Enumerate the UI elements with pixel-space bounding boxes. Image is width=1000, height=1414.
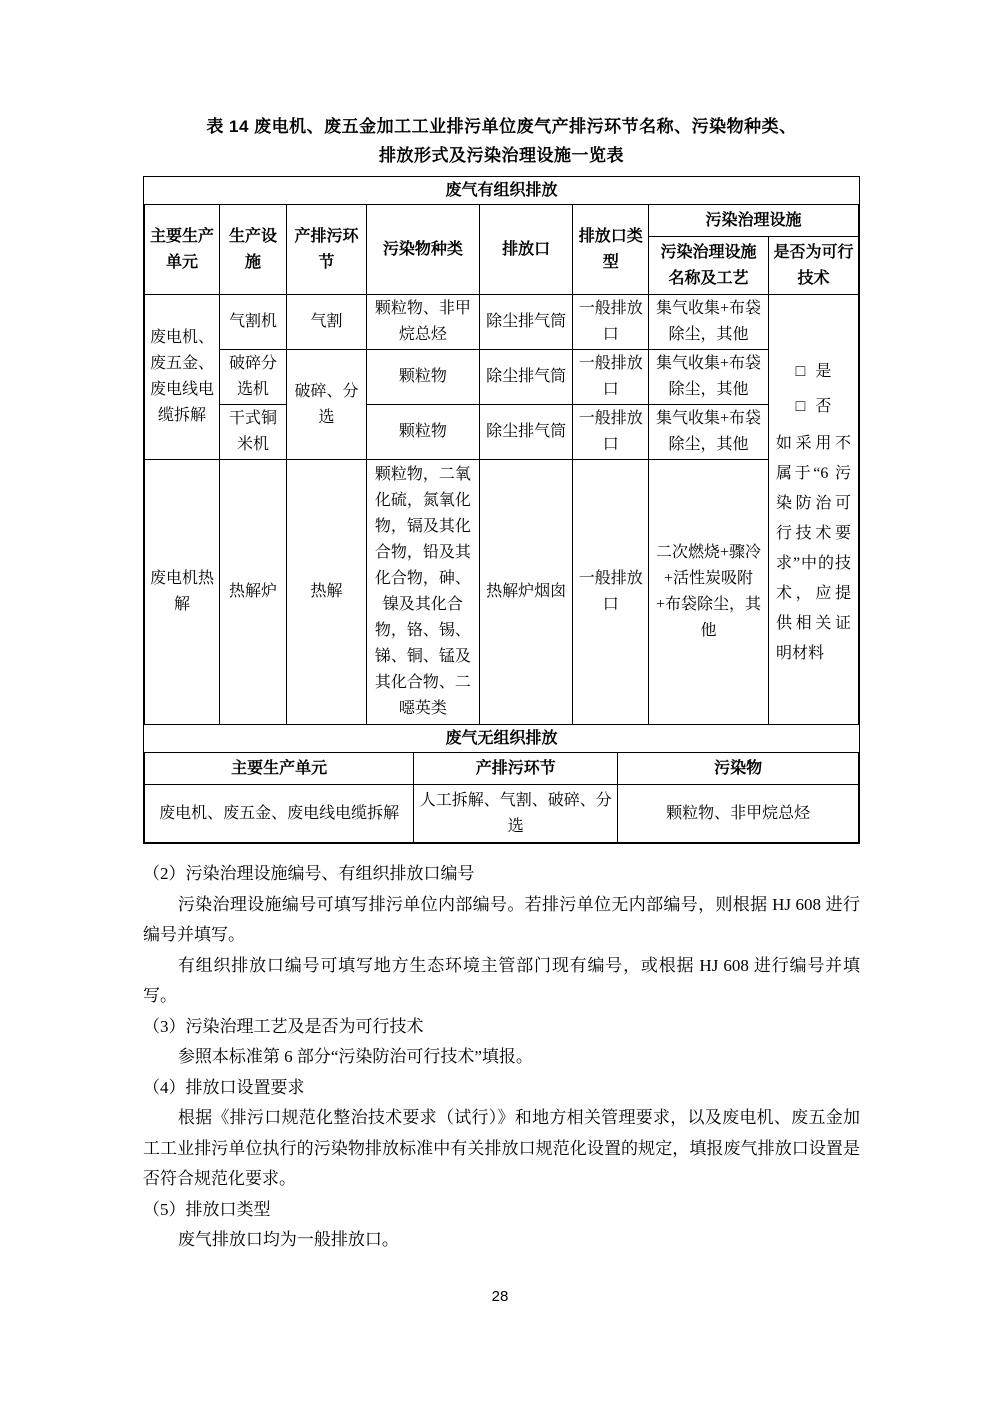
page-number: 28: [491, 1288, 509, 1305]
cell-outlet-type: 一般排放口: [573, 295, 649, 350]
fugitive-cell-main-unit: 废电机、废五金、废电线电缆拆解: [145, 785, 414, 843]
feasible-note: 如采用不属于“6 污染防治可行技术要求”中的技术，应提供相关证明材料: [775, 435, 851, 662]
col-header-facility: 生产设施: [219, 205, 286, 295]
col-header-treatment-name: 污染治理设施名称及工艺: [649, 237, 769, 295]
col-header-process: 产排污环节: [287, 205, 367, 295]
col-header-treatment-group: 污染治理设施: [649, 205, 859, 237]
cell-feasible-tech: [768, 295, 858, 725]
cell-facility: 破碎分选机: [219, 350, 286, 405]
cell-process: 热解: [287, 460, 367, 725]
table-title-line2: 排放形式及污染治理设施一览表: [379, 146, 624, 165]
paragraph-text: 有组织排放口编号可填写地方生态环境主管部门现有编号，或根据 HJ 608 进行编号并填写。: [143, 955, 860, 1005]
paragraph-heading-5: （5）排放口类型: [143, 1199, 271, 1219]
col-header-main-unit: 主要生产单元: [145, 205, 220, 295]
feasible-yes-option: [776, 359, 851, 385]
feasible-no-label: 否: [815, 398, 832, 415]
organized-emission-table: [144, 204, 859, 725]
fugitive-col-header-main-unit: 主要生产单元: [145, 753, 414, 785]
cell-treatment: 集气收集+布袋除尘，其他: [649, 350, 769, 405]
cell-outlet: 除尘排气筒: [479, 405, 573, 460]
paragraph-text: 参照本标准第 6 部分“污染防治可行技术”填报。: [177, 1047, 533, 1066]
table-row: [145, 350, 859, 405]
paragraph-text: 污染治理设施编号可填写排污单位内部编号。若排污单位无内部编号，则根据 HJ 608 进行编号并填写。: [143, 894, 860, 944]
col-header-outlet: 排放口: [479, 205, 573, 295]
cell-treatment: 集气收集+布袋除尘，其他: [649, 295, 769, 350]
paragraph-heading-2: （2）污染治理设施编号、有组织排放口编号: [143, 864, 475, 883]
cell-outlet: 除尘排气筒: [479, 295, 573, 350]
page-content: [143, 112, 860, 1256]
cell-pollutants: 颗粒物: [367, 350, 480, 405]
emissions-table: [143, 176, 860, 844]
paragraph-heading-4: （4）排放口设置要求: [143, 1077, 305, 1097]
table-title-line1: 表 14 废电机、废五金加工工业排污单位废气产排污环节名称、污染物种类、: [206, 117, 797, 136]
table-row: [145, 295, 859, 350]
col-header-feasible-tech: 是否为可行技术: [768, 237, 858, 295]
paragraph-heading-3: （3）污染治理工艺及是否为可行技术: [143, 1016, 424, 1036]
table-title: [143, 112, 860, 170]
fugitive-emission-table: [144, 752, 859, 843]
paragraph-text: 根据《排污口规范化整治技术要求（试行）》和地方相关管理要求，以及废电机、废五金加工工业排污单位执行的污染物排放标准中有关排放口规范化设置的规定，填报废气排放口设置是否符合规范化要求。: [143, 1108, 860, 1188]
cell-unit-dismantling: 废电机、废五金、废电线电缆拆解: [145, 295, 220, 460]
cell-outlet-type: 一般排放口: [573, 405, 649, 460]
fugitive-cell-pollutant: 颗粒物、非甲烷总烃: [618, 785, 859, 843]
cell-outlet: 热解炉烟囱: [479, 460, 573, 725]
cell-treatment: 二次燃烧+骤冷+活性炭吸附+布袋除尘，其他: [649, 460, 769, 725]
table-row: [145, 460, 859, 725]
table-row: [145, 785, 859, 843]
cell-facility: 气割机: [219, 295, 286, 350]
fugitive-emission-section-header: 废气无组织排放: [445, 730, 558, 747]
fugitive-col-header-pollutant: 污染物: [618, 753, 859, 785]
cell-pollutants: 颗粒物，二氧化硫，氮氧化物，镉及其化合物，铅及其化合物，砷、镍及其化合物，铬、锡、锑、铜、锰及其化合物、二噁英类: [367, 460, 480, 725]
cell-outlet-type: 一般排放口: [573, 460, 649, 725]
checkbox-icon: □: [795, 363, 806, 380]
col-header-outlet-type: 排放口类型: [573, 205, 649, 295]
cell-pollutants: 颗粒物、非甲烷总烃: [367, 295, 480, 350]
col-header-pollutants: 污染物种类: [367, 205, 480, 295]
feasible-yes-label: 是: [815, 363, 832, 380]
paragraph-text: 废气排放口均为一般排放口。: [177, 1230, 399, 1249]
cell-outlet-type: 一般排放口: [573, 350, 649, 405]
cell-pollutants: 颗粒物: [367, 405, 480, 460]
checkbox-icon: □: [795, 398, 806, 415]
cell-facility: 热解炉: [219, 460, 286, 725]
cell-process: 气割: [287, 295, 367, 350]
cell-unit-pyrolysis: 废电机热解: [145, 460, 220, 725]
cell-outlet: 除尘排气筒: [479, 350, 573, 405]
organized-emission-section-header: 废气有组织排放: [445, 182, 558, 199]
body-paragraphs: [143, 859, 860, 1256]
cell-facility: 干式铜米机: [219, 405, 286, 460]
table-row: [145, 405, 859, 460]
fugitive-cell-process: 人工拆解、气割、破碎、分选: [414, 785, 618, 843]
feasible-no-option: [776, 394, 851, 420]
fugitive-col-header-process: 产排污环节: [414, 753, 618, 785]
cell-process: 破碎、分选: [287, 350, 367, 460]
cell-treatment: 集气收集+布袋除尘，其他: [649, 405, 769, 460]
